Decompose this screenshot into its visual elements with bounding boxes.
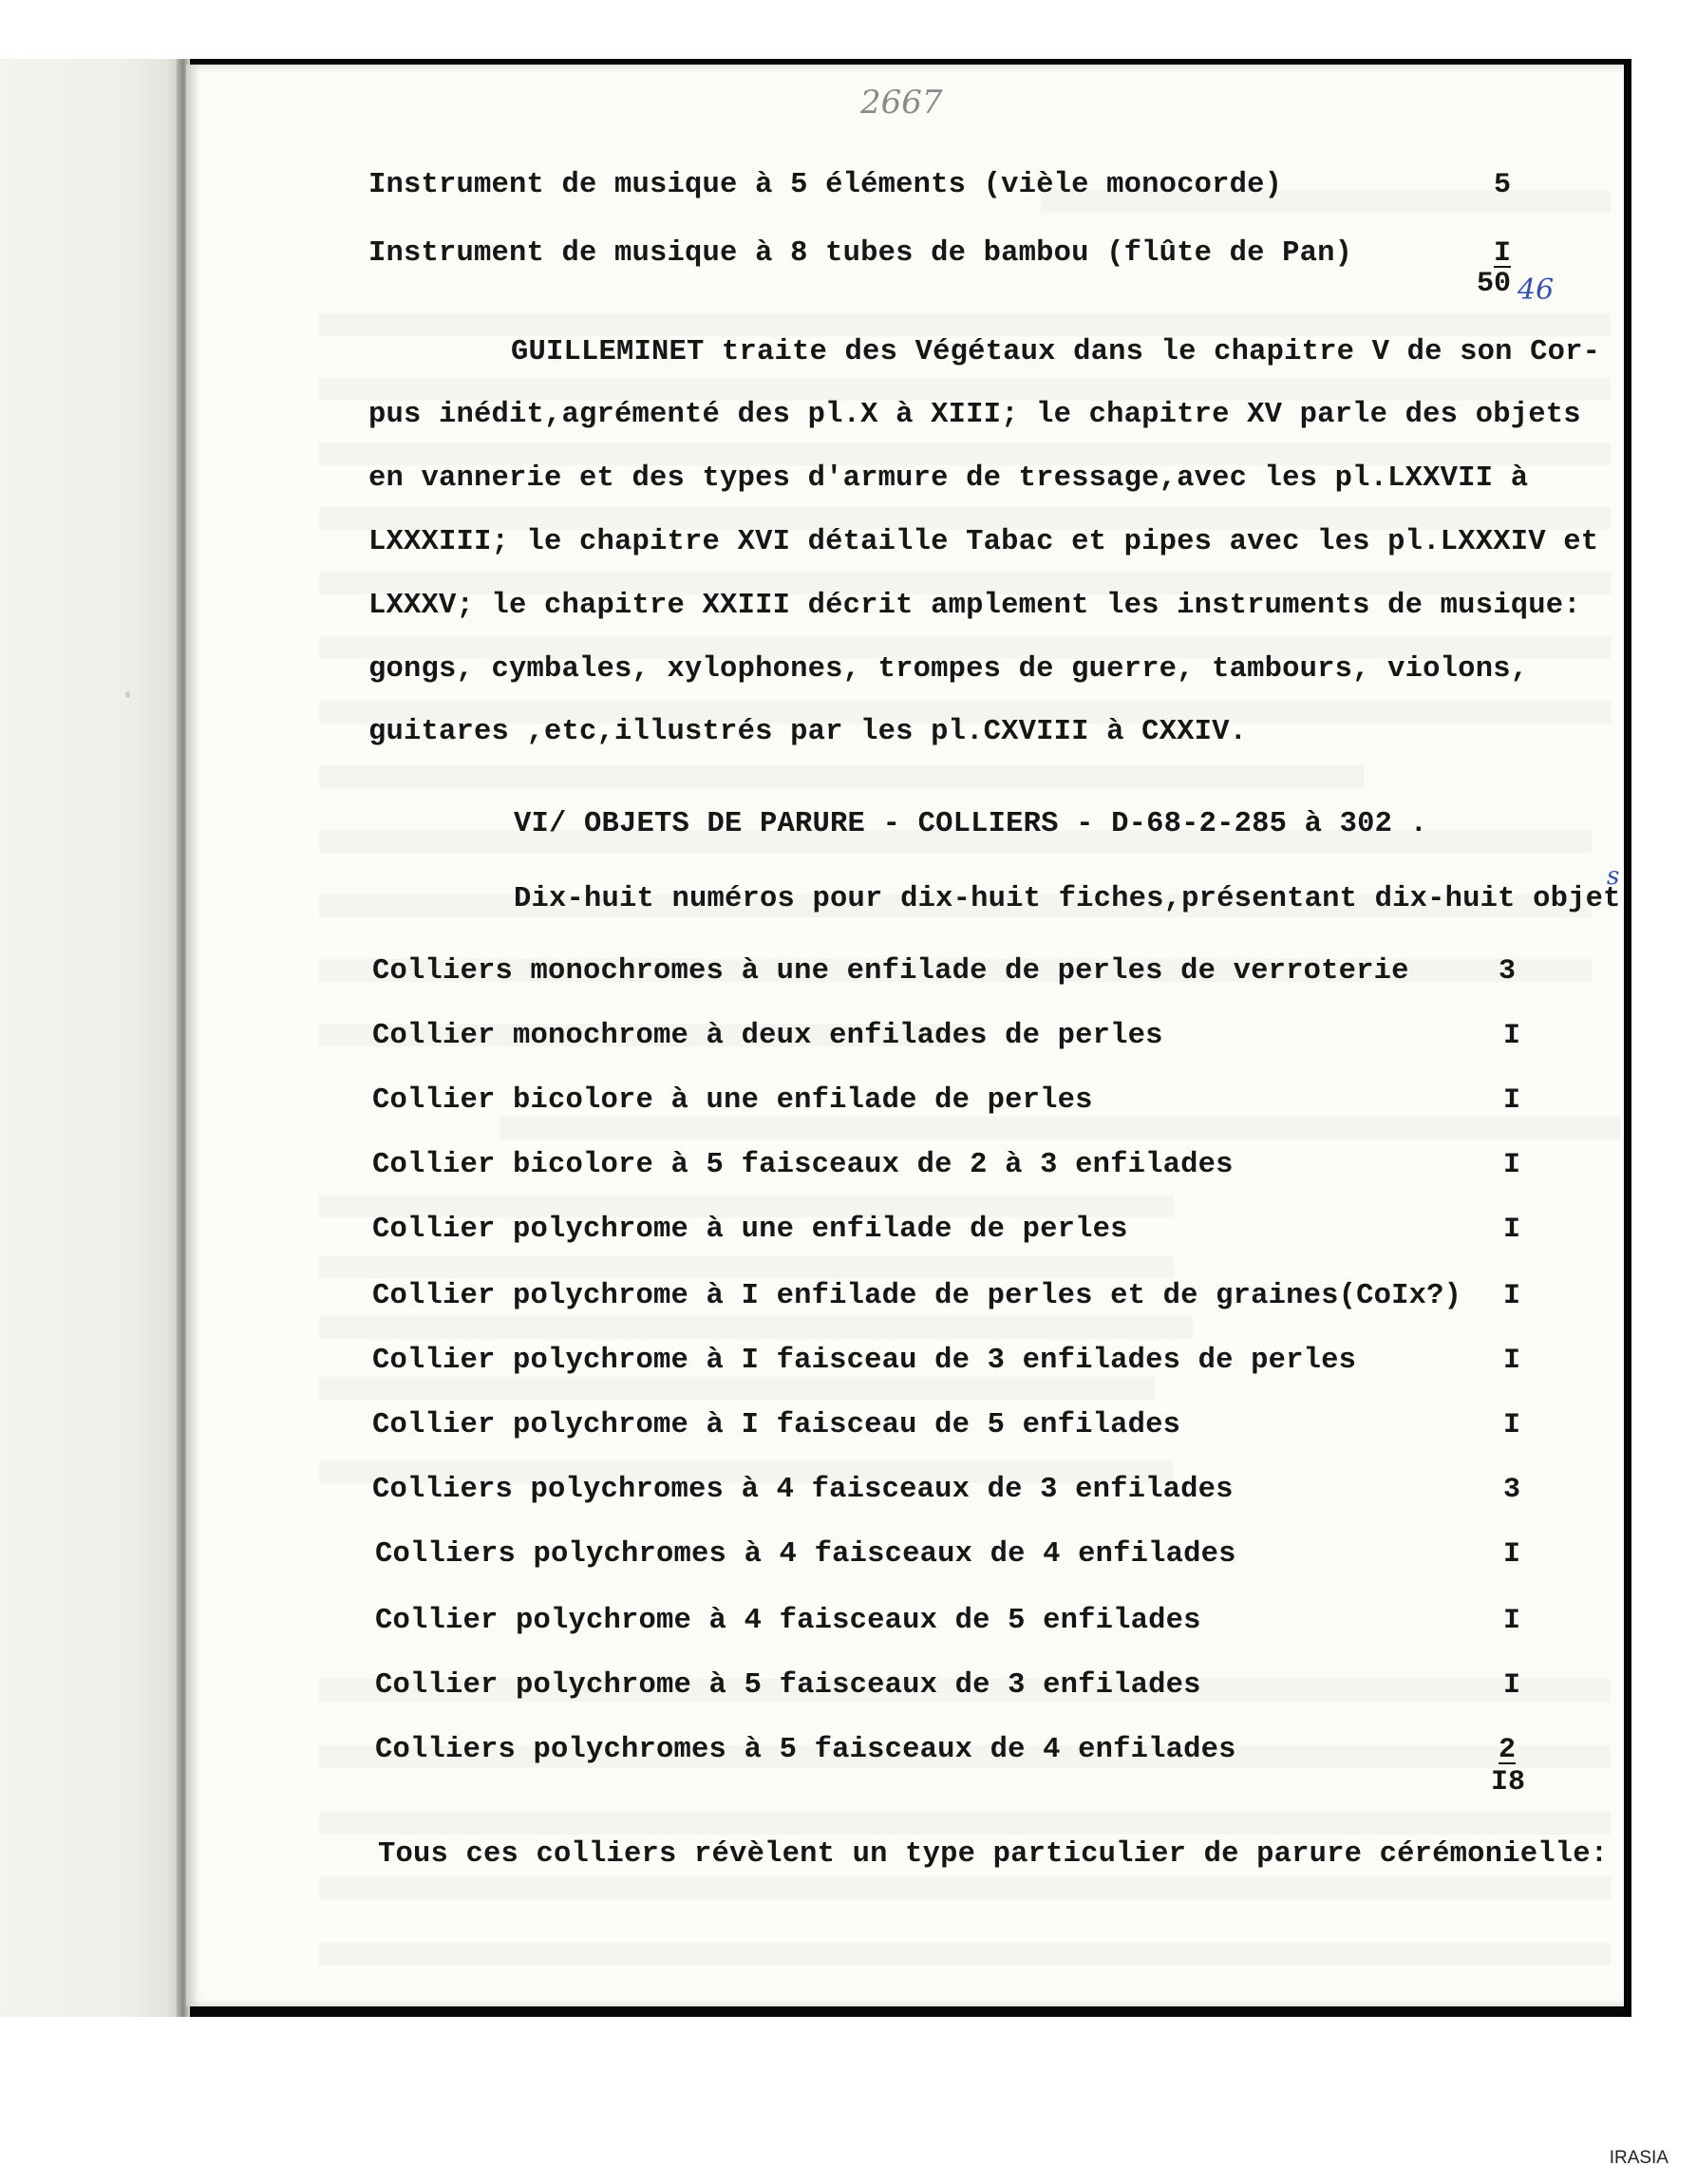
necklace-count: 2 [1499,1734,1517,1766]
paragraph-line: guitares ,etc,illustrés par les pl.CXVIII à CXXIV. [368,716,1248,748]
inventory-count: 5 [1494,169,1512,201]
handwritten-total-correction: 46 [1518,273,1555,307]
paragraph-line: gongs, cymbales, xylophones, trompes de guerre, tambours, violons, [368,653,1529,686]
necklace-count: I [1503,1538,1521,1571]
pencil-page-number: 2667 [860,84,943,122]
necklace-line: Collier polychrome à I enfilade de perles et de graines(CoIx?) [372,1280,1462,1312]
necklace-count: I [1503,1149,1521,1181]
archive-watermark: IRASIA [1609,2148,1669,2168]
staple-hole [125,691,130,698]
necklace-count: I [1503,1605,1521,1637]
necklace-count: I [1503,1345,1521,1377]
paragraph-line: GUILLEMINET traite des Végétaux dans le chapitre V de son Cor- [511,336,1601,368]
necklace-count: I [1503,1020,1521,1052]
inventory-total: 50 [1477,268,1512,300]
inventory-line: Instrument de musique à 8 tubes de bambou (flûte de Pan) [368,237,1353,270]
necklace-line: Collier polychrome à une enfilade de perles [372,1214,1128,1246]
necklace-line: Collier monochrome à deux enfilades de perles [372,1020,1163,1052]
intro-line: Dix-huit numéros pour dix-huit fiches,présentant dix-huit objet [514,883,1621,915]
necklace-line: Collier polychrome à I faisceau de 3 enfilades de perles [372,1345,1357,1377]
inventory-count: I [1494,237,1512,270]
paragraph-line: pus inédit,agrémenté des pl.X à XIII; le chapitre XV parle des objets [368,399,1581,431]
necklace-line: Collier polychrome à 4 faisceaux de 5 enfilades [375,1605,1201,1637]
necklace-line: Collier bicolore à une enfilade de perles [372,1084,1093,1117]
necklace-count: I [1503,1084,1521,1117]
paragraph-line: LXXXV; le chapitre XXIII décrit amplement les instruments de musique: [368,590,1581,622]
closing-line: Tous ces colliers révèlent un type particulier de parure cérémonielle: [378,1838,1609,1871]
necklace-count: I [1503,1409,1521,1441]
necklace-line: Colliers polychromes à 5 faisceaux de 4 enfilades [375,1734,1236,1766]
necklace-line: Colliers polychromes à 4 faisceaux de 3 enfilades [372,1474,1234,1506]
necklace-line: Colliers polychromes à 4 faisceaux de 4 enfilades [375,1538,1236,1571]
section-heading: VI/ OBJETS DE PARURE - COLLIERS - D-68-2-285 à 302 . [514,808,1428,840]
facing-page [0,59,182,2017]
inventory-line: Instrument de musique à 5 éléments (vièle monocorde) [368,169,1283,201]
necklace-count: I [1503,1280,1521,1312]
necklace-line: Collier polychrome à 5 faisceaux de 3 enfilades [375,1669,1201,1702]
necklace-line: Colliers monochromes à une enfilade de perles de verroterie [372,955,1409,988]
necklace-line: Collier polychrome à I faisceau de 5 enfilades [372,1409,1181,1441]
paragraph-line: LXXXIII; le chapitre XVI détaille Tabac et pipes avec les pl.LXXXIV et [368,526,1599,558]
necklace-count: I [1503,1669,1521,1702]
necklace-line: Collier bicolore à 5 faisceaux de 2 à 3 enfilades [372,1149,1234,1181]
necklace-count: I [1503,1214,1521,1246]
document-page [186,65,1624,2006]
necklace-count: 3 [1499,955,1517,988]
necklace-count: 3 [1503,1474,1521,1506]
paragraph-line: en vannerie et des types d'armure de tressage,avec les pl.LXXVII à [368,462,1529,495]
necklace-total: I8 [1491,1766,1526,1798]
handwritten-correction: s [1607,862,1620,891]
